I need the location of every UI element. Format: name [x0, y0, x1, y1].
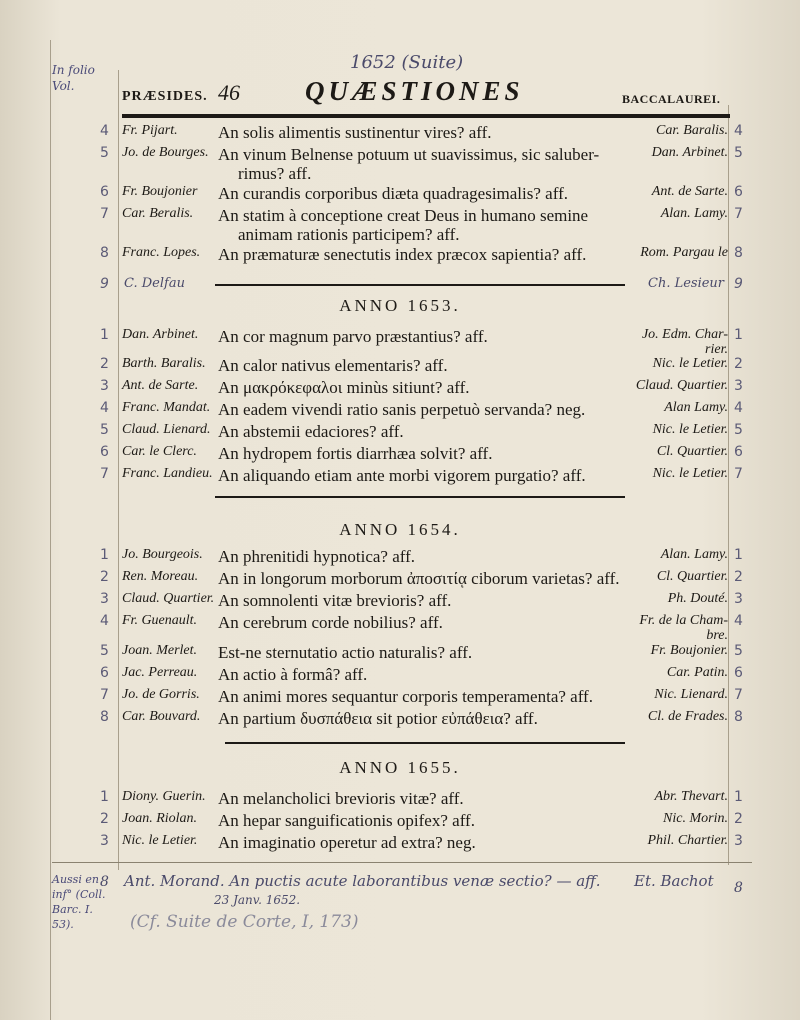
- row-number: 5: [100, 145, 109, 161]
- row-number-right: 4: [734, 123, 743, 139]
- row-number-right: 5: [734, 643, 743, 659]
- table-row: [0, 378, 800, 398]
- praeses-name: Diony. Guerin.: [122, 789, 206, 804]
- row-number-right: 6: [734, 444, 743, 460]
- header-baccalaurei: BACCALAUREI.: [622, 92, 721, 106]
- row-number-right: 4: [734, 613, 743, 629]
- table-row: [0, 709, 800, 729]
- table-row: [0, 789, 800, 809]
- quaestio-text: An actio à formâ? aff.: [218, 665, 368, 684]
- row-number-right: 7: [734, 466, 743, 482]
- praeses-name: Joan. Merlet.: [122, 643, 198, 658]
- baccalaureus-name: Cl. Quartier.: [656, 444, 728, 459]
- quaestio-text: An animi mores sequantur corporis temperamenta? aff.: [218, 687, 593, 706]
- footer-date: 23 Janv. 1652.: [214, 893, 301, 907]
- baccalaureus-name: Claud. Quartier.: [635, 378, 728, 393]
- table-row: [0, 687, 800, 707]
- baccalaureus-name: Nic. Lienard.: [654, 687, 728, 702]
- row-number-right: 3: [734, 833, 743, 849]
- praeses-name: Car. Bouvard.: [122, 709, 201, 724]
- table-row: [0, 206, 800, 226]
- table-row: [0, 466, 800, 486]
- quaestio-continuation: rimus? aff.: [238, 164, 312, 183]
- praeses-name: Claud. Quartier.: [122, 591, 215, 606]
- section-rule: [215, 496, 625, 498]
- table-row: [0, 123, 800, 143]
- praeses-name: Joan. Riolan.: [122, 811, 198, 826]
- praeses-name: Car. le Clerc.: [122, 444, 197, 459]
- table-row: [0, 643, 800, 663]
- header-rule: [122, 114, 730, 118]
- baccalaureus-name: Phil. Chartier.: [647, 833, 728, 848]
- quaestio-text: An phrenitidi hypnotica? aff.: [218, 547, 416, 566]
- praeses-name: Dan. Arbinet.: [122, 327, 199, 342]
- table-row: [0, 665, 800, 685]
- row-number-right: 1: [734, 789, 743, 805]
- praeses-name: Fr. Guenault.: [122, 613, 198, 628]
- row-number: 7: [100, 687, 109, 703]
- row-number-right: 3: [734, 591, 743, 607]
- footer-rule: [52, 862, 752, 863]
- table-row: [0, 591, 800, 611]
- row-number-right: 4: [734, 400, 743, 416]
- table-row: [0, 245, 800, 265]
- footer-margin-note: Aussi en inf° (Coll. Barc. I. 53).: [52, 873, 106, 931]
- row-number: 3: [100, 591, 109, 607]
- handwritten-baccalaureus: Ch. Lesieur: [648, 276, 725, 291]
- row-number-right: 8: [734, 245, 743, 261]
- year-heading: ANNO 1653.: [339, 296, 461, 315]
- baccalaureus-name: Alan. Lamy.: [660, 547, 728, 562]
- row-number: 8: [100, 709, 109, 725]
- row-number: 6: [100, 665, 109, 681]
- praeses-name: Car. Beralis.: [122, 206, 194, 221]
- quaestio-text: An hepar sanguificationis opifex? aff.: [218, 811, 475, 830]
- quaestio-text: An aliquando etiam ante morbi vigorem purgatio? aff.: [218, 466, 586, 485]
- page-title: QUÆSTIONES: [305, 76, 524, 106]
- row-number: 4: [100, 123, 109, 139]
- praeses-name: Franc. Landieu.: [122, 466, 213, 481]
- table-row: [0, 400, 800, 420]
- praeses-name: Fr. Boujonier: [122, 184, 198, 199]
- row-number: 5: [100, 422, 109, 438]
- baccalaureus-continuation: rier.: [705, 342, 728, 357]
- row-number: 6: [100, 444, 109, 460]
- table-row: [0, 811, 800, 831]
- quaestio-text: An vinum Belnense potuum ut suavissimus, sic saluber-: [218, 145, 600, 164]
- baccalaureus-name: Dan. Arbinet.: [651, 145, 728, 160]
- row-number: 3: [100, 378, 109, 394]
- section-rule: [225, 742, 625, 744]
- row-number: 2: [100, 569, 109, 585]
- baccalaureus-name: Alan. Lamy.: [660, 206, 728, 221]
- header-praesides: PRÆSIDES.: [122, 89, 208, 104]
- row-number: 1: [100, 789, 109, 805]
- quaestio-text: An μακρόκεφαλοι minùs sitiunt? aff.: [218, 378, 470, 397]
- quaestio-text: An solis alimentis sustinentur vires? aff.: [218, 123, 492, 142]
- row-number-right: 9: [734, 276, 743, 292]
- row-number-right: 7: [734, 206, 743, 222]
- praeses-name: Ant. de Sarte.: [122, 378, 199, 393]
- row-number: 2: [100, 356, 109, 372]
- row-number: 2: [100, 811, 109, 827]
- row-number: 9: [100, 276, 109, 292]
- row-number: 7: [100, 466, 109, 482]
- table-row: [0, 569, 800, 589]
- quaestio-text: An calor nativus elementaris? aff.: [218, 356, 448, 375]
- baccalaureus-name: Ph. Douté.: [667, 591, 728, 606]
- table-row: [0, 444, 800, 464]
- table-row: [0, 145, 800, 165]
- row-number-right: 6: [734, 665, 743, 681]
- section-rule: [215, 284, 625, 286]
- quaestio-text: An melancholici brevioris vitæ? aff.: [218, 789, 464, 808]
- praeses-name: Jo. de Gorris.: [122, 687, 200, 702]
- row-number: 7: [100, 206, 109, 222]
- table-row: [0, 613, 800, 633]
- quaestio-text: An statim à conceptione creat Deus in humano semine: [218, 206, 589, 225]
- margin-note: In folio Vol.: [52, 63, 95, 93]
- page-number: 46: [218, 80, 240, 105]
- year-heading: ANNO 1655.: [339, 758, 461, 777]
- row-number-right: 1: [734, 547, 743, 563]
- quaestio-text: An partium δυσπάθεια sit potior εὐπάθεια? aff.: [218, 709, 538, 728]
- praeses-name: Claud. Lienard.: [122, 422, 211, 437]
- row-number: 8: [100, 245, 109, 261]
- footer-handwritten-line: Ant. Morand. An puctis acute laborantibus venæ sectio? — aff.: [124, 872, 601, 890]
- row-number-right: 3: [734, 378, 743, 394]
- row-number: 3: [100, 833, 109, 849]
- baccalaureus-name: Fr. Boujonier.: [650, 643, 728, 658]
- baccalaureus-name: Nic. le Letier.: [652, 422, 728, 437]
- row-number-right: 7: [734, 687, 743, 703]
- row-number: 5: [100, 643, 109, 659]
- table-row: [0, 184, 800, 204]
- quaestio-text: An cor magnum parvo præstantius? aff.: [218, 327, 488, 346]
- footer-baccalaureus: Et. Bachot: [634, 872, 714, 890]
- baccalaureus-name: Car. Baralis.: [656, 123, 728, 138]
- baccalaureus-name: Car. Patin.: [666, 665, 728, 680]
- baccalaureus-name: Nic. le Letier.: [652, 466, 728, 481]
- table-row: [0, 833, 800, 853]
- baccalaureus-name: Fr. de la Cham-: [639, 613, 728, 628]
- table-row: [0, 327, 800, 347]
- row-number-right: 6: [734, 184, 743, 200]
- handwritten-praeses: C. Delfau: [124, 276, 185, 291]
- row-number: 4: [100, 613, 109, 629]
- quaestio-text: An hydropem fortis diarrhæa solvit? aff.: [218, 444, 493, 463]
- baccalaureus-name: Alan Lamy.: [664, 400, 728, 415]
- row-number: 1: [100, 327, 109, 343]
- baccalaureus-name: Nic. le Letier.: [652, 356, 728, 371]
- baccalaureus-name: Nic. Morin.: [663, 811, 728, 826]
- table-row: [0, 547, 800, 567]
- praeses-name: Nic. le Letier.: [122, 833, 198, 848]
- praeses-name: Fr. Pijart.: [122, 123, 178, 138]
- handwritten-row: [0, 276, 800, 296]
- row-number-right: 2: [734, 811, 743, 827]
- baccalaureus-name: Cl. de Frades.: [647, 709, 728, 724]
- praeses-name: Jo. Bourgeois.: [122, 547, 203, 562]
- praeses-name: Franc. Lopes.: [122, 245, 201, 260]
- praeses-name: Franc. Mandat.: [122, 400, 211, 415]
- baccalaureus-name: Ant. de Sarte.: [651, 184, 728, 199]
- quaestio-text: An cerebrum corde nobilius? aff.: [218, 613, 443, 632]
- baccalaureus-name: Cl. Quartier.: [656, 569, 728, 584]
- quaestio-text: An abstemii edaciores? aff.: [218, 422, 404, 441]
- baccalaureus-name: Abr. Thevart.: [654, 789, 728, 804]
- table-row: [0, 356, 800, 376]
- row-number: 4: [100, 400, 109, 416]
- row-number-right: 1: [734, 327, 743, 343]
- quaestio-text: An in longorum morborum ἀποσιτίᾳ ciborum varietas? aff.: [218, 569, 620, 588]
- baccalaureus-name: Rom. Pargau le: [640, 245, 728, 260]
- row-number: 1: [100, 547, 109, 563]
- quaestio-text: Est-ne sternutatio actio naturalis? aff.: [218, 643, 473, 662]
- quaestio-text: An eadem vivendi ratio sanis perpetuò servanda? neg.: [218, 400, 586, 419]
- row-number-right: 2: [734, 356, 743, 372]
- praeses-name: Jac. Perreau.: [122, 665, 198, 680]
- row-number-right: 8: [734, 709, 743, 725]
- table-row: [0, 422, 800, 442]
- quaestio-text: An præmaturæ senectutis index præcox sapientia? aff.: [218, 245, 587, 264]
- praeses-name: Jo. de Bourges.: [122, 145, 209, 160]
- praeses-name: Barth. Baralis.: [122, 356, 206, 371]
- baccalaureus-continuation: bre.: [706, 628, 728, 643]
- quaestio-continuation: animam rationis participem? aff.: [238, 225, 460, 244]
- quaestio-text: An somnolenti vitæ brevioris? aff.: [218, 591, 452, 610]
- quaestio-text: An curandis corporibus diæta quadragesimalis? aff.: [218, 184, 568, 203]
- handwritten-year: 1652 (Suite): [350, 52, 464, 73]
- footer-row-number: 8: [100, 874, 109, 890]
- year-heading: ANNO 1654.: [339, 520, 461, 539]
- row-number: 6: [100, 184, 109, 200]
- praeses-name: Ren. Moreau.: [122, 569, 199, 584]
- quaestio-text: An imaginatio operetur ad extra? neg.: [218, 833, 476, 852]
- baccalaureus-name: Jo. Edm. Char-: [641, 327, 728, 342]
- footer-pencil-note: (Cf. Suite de Corte, I, 173): [130, 912, 359, 932]
- row-number-right: 2: [734, 569, 743, 585]
- row-number-right: 5: [734, 422, 743, 438]
- row-number-right: 5: [734, 145, 743, 161]
- footer-row-number-right: 8: [734, 880, 743, 896]
